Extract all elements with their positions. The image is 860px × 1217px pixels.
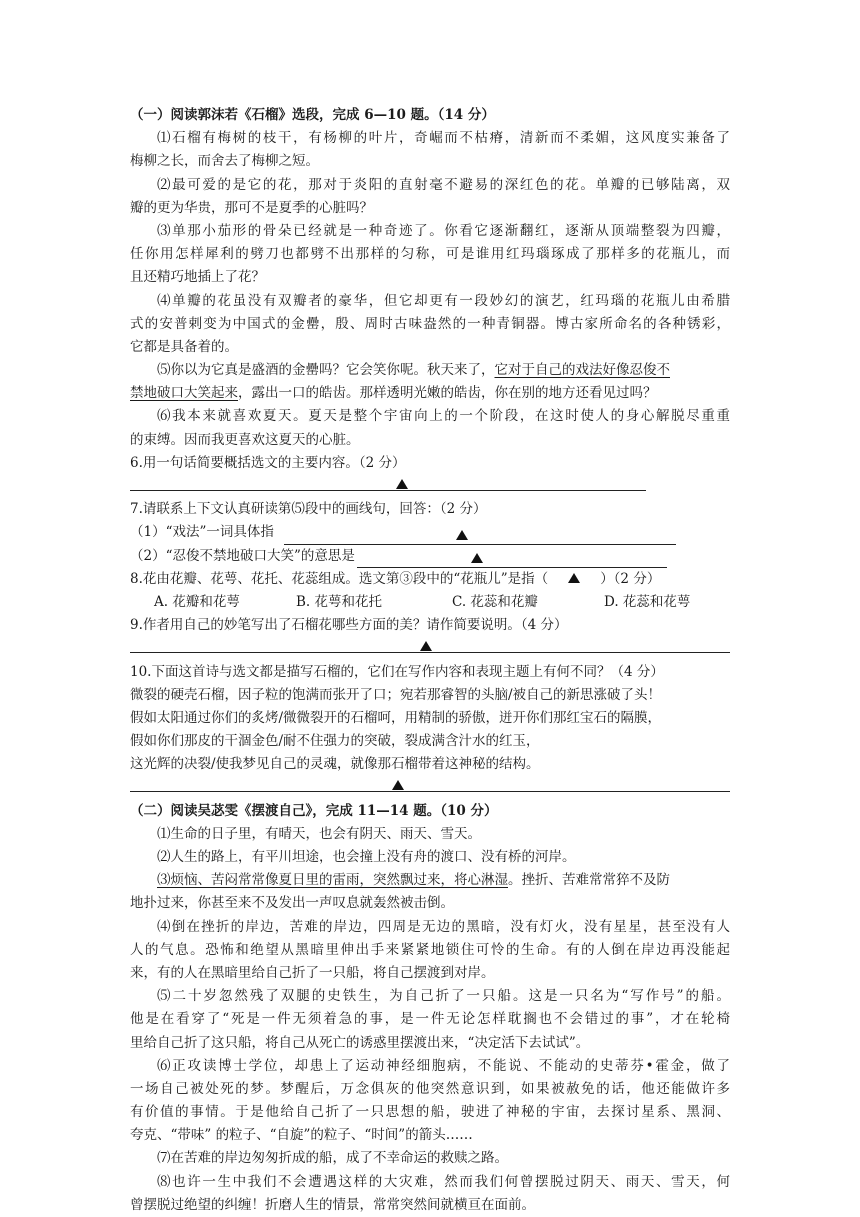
underlined-sentence-part-2: 禁地破口大笑起来 [130,385,238,402]
question-7-1-text: （1）“戏法”一词具体指 [130,524,274,541]
option-d[interactable]: D. 花蕊和花萼 [604,593,691,610]
question-7-1 [130,521,730,544]
triangle-marker-icon [396,479,408,489]
paragraph-5-line-1 [130,359,730,382]
exam-page [130,104,730,1217]
paragraph-5-text-rest: ，露出一口的皓齿。那样透明光嫩的皓齿，你在别的地方还看见过吗？ [238,385,657,402]
underlined-sentence: ⑶烦恼、苦闷常常像夏日里的雷雨，突然飘过来，将心淋湿 [157,872,508,889]
option-c[interactable]: C. 花蕊和花瓣 [452,593,538,610]
s2-paragraph-2: ⑵人生的路上，有平川坦途，也会撞上没有舟的渡口、没有桥的河岸。 [157,849,576,865]
section1-heading: （一）阅读郭沫若《石榴》选段，完成 6—10 题。（14 分） [130,107,495,123]
triangle-marker-icon [568,573,580,583]
question-8 [130,568,730,591]
s2-paragraph-8-line-2: 曾摆脱过绝望的纠缠！折磨人生的情景，常常突然间就横亘在面前。 [130,1196,535,1213]
s2-paragraph-7: ⑺在苦难的岸边匆匆折成的船，成了不幸命运的救赎之路。 [157,1150,508,1167]
s2-paragraph-1: ⑴生命的日子里，有晴天，也会有阴天、雨天、雪天。 [157,825,481,842]
option-a[interactable]: A. 花瓣和花萼 [154,593,240,610]
answer-line-q9[interactable] [130,637,730,660]
paragraph-6-line-1: ⑹我本来就喜欢夏天。夏天是整个宇宙向上的一个阶段，在这时使人的身心解脱尽重重 [157,408,730,425]
question-8-score: ）（2 分） [600,570,661,587]
paragraph-4-line-2: 式的安普剌变为中国式的金罍，殷、周时古味盎然的一种青铜器。博古家所命名的各种锈彩， [130,315,730,332]
underlined-sentence-part-1: 它对于自己的戏法好像忍俊不 [494,362,670,379]
s2-paragraph-4-line-1: ⑷倒在挫折的岸边，苦难的岸边，四周是无边的黑暗，没有灯火，没有星星，甚至没有人 [157,918,730,935]
s2-paragraph-6-line-4: 夸克、“带味” 的粒子、“自旋”的粒子、“时间”的箭头…… [130,1127,473,1144]
option-b[interactable]: B. 花萼和花托 [296,593,383,610]
poem-line-2: 假如太阳通过你们的炙烤/微微裂开的石榴呵，用精制的骄傲，迸开你们那红宝石的隔膜， [130,709,662,726]
paragraph-3-line-2: 任你用怎样犀利的劈刀也都劈不出那样的匀称，可是谁用红玛瑙琢成了那样多的花瓶儿，而 [130,246,730,263]
triangle-marker-icon [392,780,404,790]
question-8-options [130,591,730,614]
s2-paragraph-6-line-2: 一场自己被处死的梦。梦醒后，万念俱灰的他突然意识到，如果被赦免的话，他还能做许多 [130,1080,730,1097]
s2-paragraph-3-line-2: 地扑过来，你甚至来不及发出一声叹息就轰然被击倒。 [130,895,454,912]
question-7-2 [130,545,730,568]
paragraph-3-line-3: 且还精巧地插上了花？ [130,269,265,286]
paragraph-3-line-1: ⑶单那小茄形的骨朵已经就是一种奇迹了。你看它逐渐翻红，逐渐从顶端整裂为四瓣， [157,222,730,239]
paragraph-5-line-2 [130,382,730,405]
s2-paragraph-3-line-1 [130,869,730,892]
question-7-2-text: （2）“忍俊不禁地破口大笑”的意思是 [130,547,355,564]
s2-paragraph-6-line-1: ⑹正攻读博士学位，却患上了运动神经细胞病，不能说、不能动的史蒂芬•霍金，做了 [157,1057,730,1074]
question-9: 9.作者用自己的妙笔写出了石榴花哪些方面的美？请作简要说明。（4 分） [130,617,568,634]
answer-line-q6[interactable] [130,475,730,498]
s2-paragraph-5-line-1: ⑸二十岁忽然残了双腿的史铁生，为自己折了一只船。这是一只名为“写作号”的船。 [157,988,730,1005]
triangle-marker-icon [471,553,483,563]
paragraph-6-line-2: 的束缚。因而我更喜欢这夏天的心脏。 [130,431,360,448]
paragraph-4-line-1: ⑷单瓣的花虽没有双瓣者的豪华，但它却更有一段妙幻的演艺，红玛瑙的花瓶儿由希腊 [157,292,730,309]
answer-blank-q7-1[interactable] [284,527,676,545]
section2-heading: （二）阅读吴苾雯《摆渡自己》，完成 11—14 题。（10 分） [130,802,498,819]
answer-slot-q8[interactable] [548,568,600,591]
s2-paragraph-5-line-2: 他是在看穿了“死是一件无须着急的事，是一件无论怎样耽搁也不会错过的事”，才在轮椅 [130,1011,730,1028]
paragraph-4-line-3: 它都是具备着的。 [130,338,238,355]
triangle-marker-icon [420,641,432,651]
s2-paragraph-3-text: 。挫折、苦难常常猝不及防 [508,872,670,889]
poem-line-1: 微裂的硬壳石榴，因子粒的饱满而张开了口；宛若那睿智的头脑/被自己的新思涨破了头！ [130,686,662,703]
question-6: 6.用一句话简要概括选文的主要内容。（2 分） [130,454,406,471]
question-10: 10.下面这首诗与选文都是描写石榴的，它们在写作内容和表现主题上有何不同？（4 分） [130,663,664,680]
s2-paragraph-8-line-1: ⑻也许一生中我们不会遭遇这样的大灾难，然而我们何曾摆脱过阴天、雨天、雪天，何 [157,1173,730,1190]
paragraph-2-line-1: ⑵最可爱的是它的花，那对于炎阳的直射毫不避易的深红色的花。单瓣的已够陆离，双 [157,176,730,193]
answer-line-q10[interactable] [130,776,730,799]
s2-paragraph-4-line-2: 人的气息。恐怖和绝望从黑暗里伸出手来紧紧地锁住可怜的生命。有的人倒在岸边再没能起 [130,941,730,958]
paragraph-1-line-2: 梅柳之长，而舍去了梅柳之短。 [130,153,319,170]
paragraph-2-line-2: 瓣的更为华贵，那可不是夏季的心脏吗？ [130,199,373,216]
s2-paragraph-5-line-3: 里给自己折了这只船，将自己从死亡的诱惑里摆渡出来，“决定活下去试试”。 [130,1034,590,1051]
question-8-text: 8.花由花瓣、花萼、花托、花蕊组成。选文第③段中的“花瓶儿”是指（ [130,570,549,587]
paragraph-1-line-1: ⑴石榴有梅树的枝干，有杨柳的叶片，奇崛而不枯瘠，清新而不柔媚，这风度实兼备了 [157,130,730,147]
poem-line-4: 这光辉的决裂/使我梦见自己的灵魂，就像那石榴带着这神秘的结构。 [130,756,540,773]
poem-line-3: 假如你们那皮的干涸金色/耐不住强力的突破，裂成满含汁水的红玉， [130,733,540,750]
s2-paragraph-6-line-3: 有价值的事情。于是他给自己折了一只思想的船，驶进了神秘的宇宙，去探讨星系、黑洞、 [130,1104,730,1121]
s2-paragraph-4-line-3: 来，有的人在黑暗里给自己折了一只船，将自己摆渡到对岸。 [130,964,495,981]
paragraph-5-text: ⑸你以为它真是盛酒的金罍吗？它会笑你呢。秋天来了， [157,362,495,379]
answer-blank-q7-2[interactable] [357,550,667,568]
question-7: 7.请联系上下文认真研读第⑸段中的画线句，回答：（2 分） [130,501,487,518]
triangle-marker-icon [456,530,468,540]
